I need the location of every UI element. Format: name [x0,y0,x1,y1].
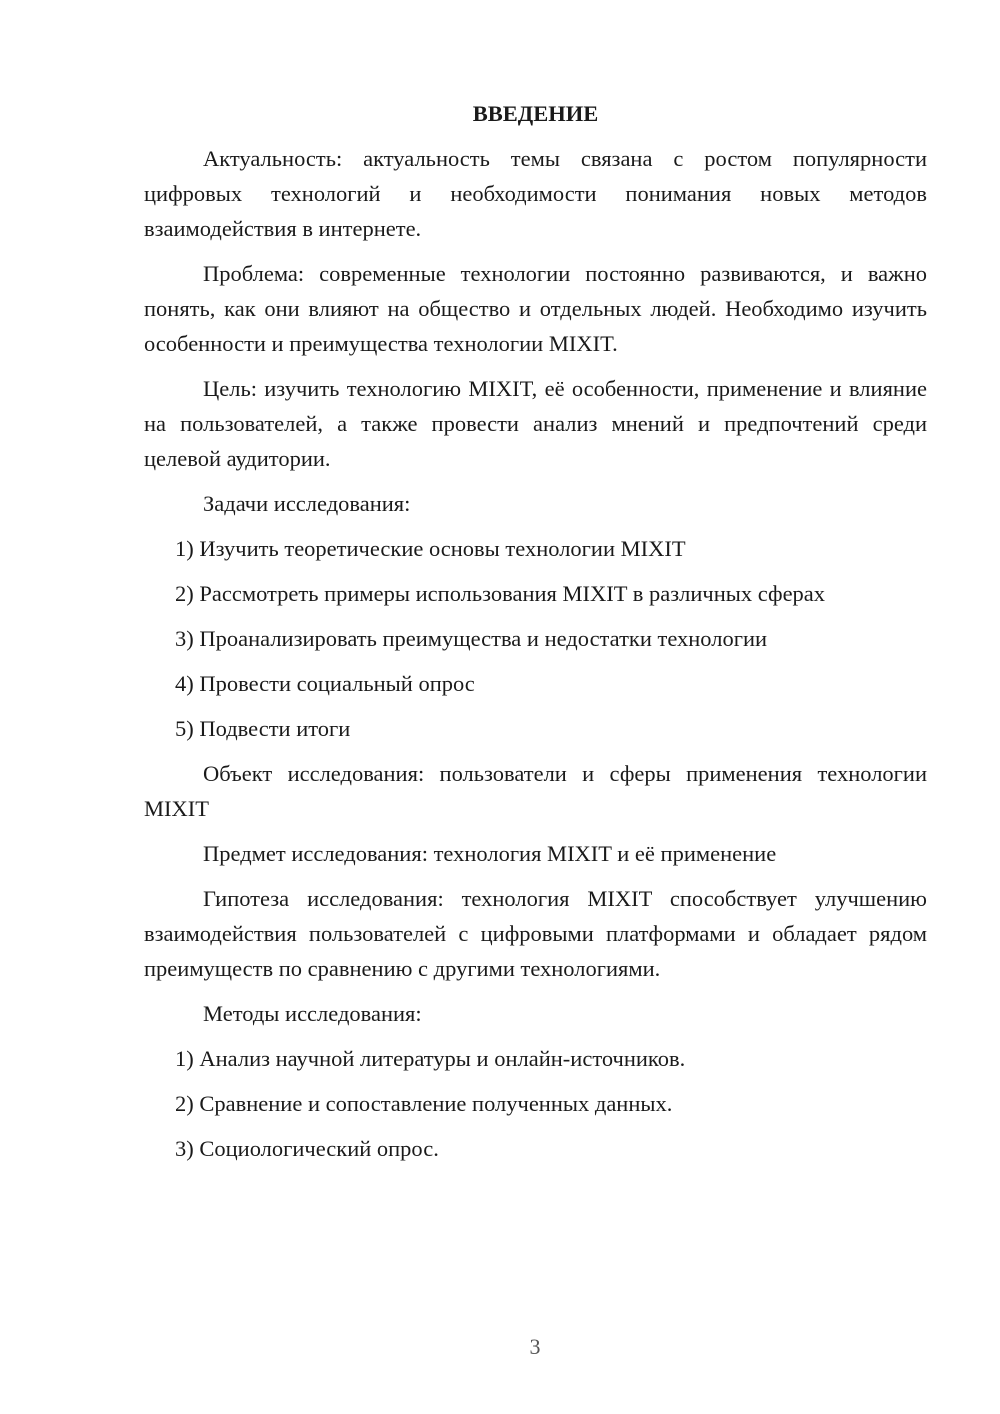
subject-paragraph: Предмет исследования: технология MIXIT и её применение [203,841,777,866]
methods-label: Методы исследования: [203,1001,422,1026]
tasks-label: Задачи исследования: [203,491,411,516]
method-item: 2) Сравнение и сопоставление полученных данных. [175,1091,673,1116]
methods-list [144,1041,927,1166]
method-item: 3) Социологический опрос. [175,1136,439,1161]
goal-paragraph: Цель: изучить технологию MIXIT, её особенности, применение и влияние на пользователей, а также провести анализ мнений и предпочтений среди целевой аудитории. [144,376,927,471]
problem-paragraph: Проблема: современные технологии постоянно развиваются, и важно понять, как они влияют на общество и отдельных людей. Необходимо изучить особенности и преимущества технологии MIXIT. [144,261,927,356]
section-title: ВВЕДЕНИЕ [472,101,599,126]
task-item: 5) Подвести итоги [175,716,351,741]
tasks-list [144,531,927,746]
task-item: 2) Рассмотреть примеры использования MIXIT в различных сферах [175,581,826,606]
task-item: 4) Провести социальный опрос [175,671,475,696]
method-item: 1) Анализ научной литературы и онлайн-источников. [175,1046,686,1071]
task-item: 3) Проанализировать преимущества и недостатки технологии [175,626,768,651]
page-content [144,96,927,1176]
object-paragraph: Объект исследования: пользователи и сферы применения технологии MIXIT [144,761,927,821]
page-number: 3 [529,1334,541,1359]
task-item: 1) Изучить теоретические основы технологии MIXIT [175,536,686,561]
hypothesis-paragraph: Гипотеза исследования: технология MIXIT способствует улучшению взаимодействия пользователей с цифровыми платформами и обладает рядом преимуществ по сравнению с другими технологиями. [144,886,927,981]
relevance-paragraph: Актуальность: актуальность темы связана с ростом популярности цифровых технологий и необходимости понимания новых методов взаимодействия в интернете. [144,146,927,241]
